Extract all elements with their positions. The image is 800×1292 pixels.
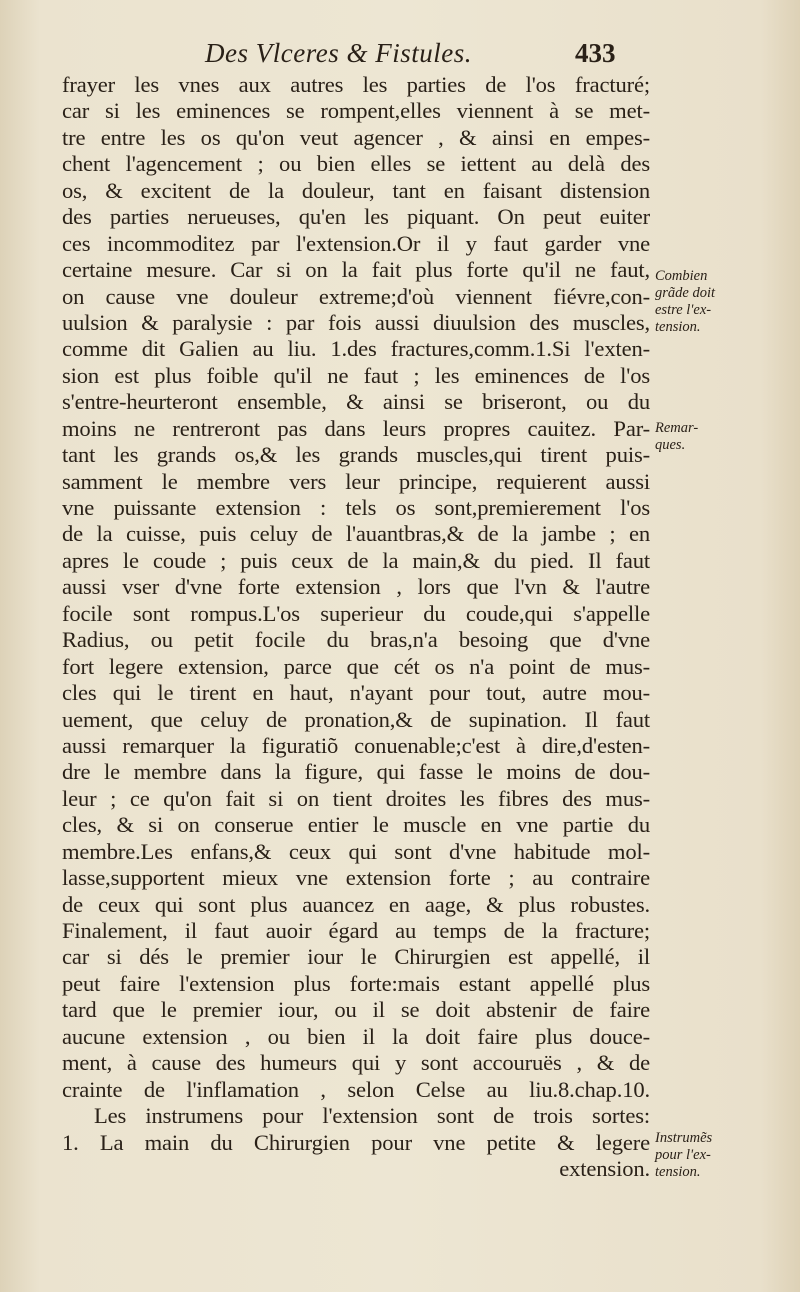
margin-note-line: ques. (655, 437, 686, 453)
text-line: de ceux qui sont plus auancez en aage, & plus robustes. (62, 891, 650, 917)
text-line: extension. (559, 1155, 650, 1181)
margin-note-line: Instrumẽs (655, 1130, 713, 1146)
text-line: focile sont rompus.L'os superieur du coude,qui s'appelle (62, 600, 650, 626)
text-line: tant les grands os,& les grands muscles,qui tirent puis- (62, 442, 650, 468)
text-line: ces incommoditez par l'extension.Or il y faut garder vne (62, 230, 650, 256)
text-line: crainte de l'inflamation , selon Celse au liu.8.chap.10. (62, 1076, 650, 1102)
text-line: des parties nerueuses, qu'en les piquant. On peut euiter (62, 204, 650, 230)
text-line: Radius, ou petit focile du bras,n'a besoing que d'vne (62, 627, 650, 653)
text-line: sion est plus foible qu'il ne faut ; les eminences de l'os (62, 362, 650, 388)
text-line: s'entre-heurteront ensemble, & ainsi se briseront, ou du (62, 389, 650, 415)
text-line: comme dit Galien au liu. 1.des fractures,comm.1.Si l'exten- (62, 336, 650, 362)
text-line: car si dés le premier iour le Chirurgien est appellé, il (62, 944, 650, 970)
text-line: aucune extension , ou bien il la doit faire plus douce- (62, 1023, 650, 1049)
margin-note (655, 1130, 795, 1181)
margin-note-line: tension. (655, 1164, 701, 1180)
text-line: aussi vser d'vne forte extension , lors que l'vn & l'autre (62, 574, 650, 600)
margin-note (655, 420, 795, 454)
text-line: membre.Les enfans,& ceux qui sont d'vne habitude mol- (62, 838, 650, 864)
text-line: lasse,supportent mieux vne extension forte ; au contraire (62, 865, 650, 891)
running-head: Des Vlceres & Fistules. (205, 38, 472, 68)
margin-note-line: estre l'ex- (655, 302, 712, 318)
text-line: moins ne rentreront pas dans leurs propres cauitez. Par- (62, 415, 650, 441)
text-line: samment le membre vers leur principe, requierent aussi (62, 468, 650, 494)
text-line: uement, que celuy de pronation,& de supination. Il faut (62, 706, 650, 732)
text-line: cles qui le tirent en haut, n'ayant pour tout, autre mou- (62, 680, 650, 706)
text-line: certaine mesure. Car si on la fait plus forte qu'il ne faut, (62, 257, 650, 283)
text-line: tard que le premier iour, ou il se doit abstenir de faire (62, 997, 650, 1023)
text-line: car si les eminences se rompent,elles viennent à se met- (62, 98, 650, 124)
text-line: frayer les vnes aux autres les parties de l'os fracturé; (62, 72, 650, 97)
margin-note-line: grãde doit (655, 285, 716, 301)
margin-note-line: Remar- (655, 420, 699, 436)
text-line: Finalement, il faut auoir égard au temps de la fracture; (62, 918, 650, 943)
text-line: 1. La main du Chirurgien pour vne petite & legere (62, 1129, 650, 1155)
text-line: ment, à cause des humeurs qui y sont accouruës , & de (62, 1050, 650, 1076)
text-line: uulsion & paralysie : par fois aussi diuulsion des muscles, (62, 309, 650, 335)
text-line: os, & excitent de la douleur, tant en faisant distension (62, 177, 650, 203)
text-line: cles, & si on conserue entier le muscle en vne partie du (62, 812, 650, 838)
body-text (62, 72, 650, 1182)
page-header (0, 38, 800, 72)
text-line: apres le coude ; puis ceux de la main,& du pied. Il faut (62, 547, 650, 573)
page-number: 433 (575, 38, 616, 68)
text-line: on cause vne douleur extreme;d'où viennent fiévre,con- (62, 283, 650, 309)
text-line: leur ; ce qu'on fait si on tient droites les fibres des mus- (62, 785, 650, 811)
margin-note-line: tension. (655, 319, 701, 335)
text-line: vne puissante extension : tels os sont,premierement l'os (62, 495, 650, 520)
text-line: fort legere extension, parce que cét os n'a point de mus- (62, 653, 650, 679)
text-line: dre le membre dans la figure, qui fasse le moins de dou- (62, 759, 650, 785)
text-line: peut faire l'extension plus forte:mais estant appellé plus (62, 970, 650, 996)
text-line: aussi remarquer la figuratiõ conuenable;c'est à dire,d'esten- (62, 732, 650, 758)
text-line: Les instrumens pour l'extension sont de trois sortes: (94, 1103, 650, 1129)
text-line: tre entre les os qu'on veut agencer , & ainsi en empes- (62, 124, 650, 150)
margin-note (655, 268, 795, 336)
text-line: chent l'agencement ; ou bien elles se iettent au delà des (62, 151, 650, 177)
text-line: de la cuisse, puis celuy de l'auantbras,& de la jambe ; en (62, 521, 650, 547)
margin-note-line: pour l'ex- (655, 1147, 711, 1163)
margin-note-line: Combien (655, 268, 708, 284)
